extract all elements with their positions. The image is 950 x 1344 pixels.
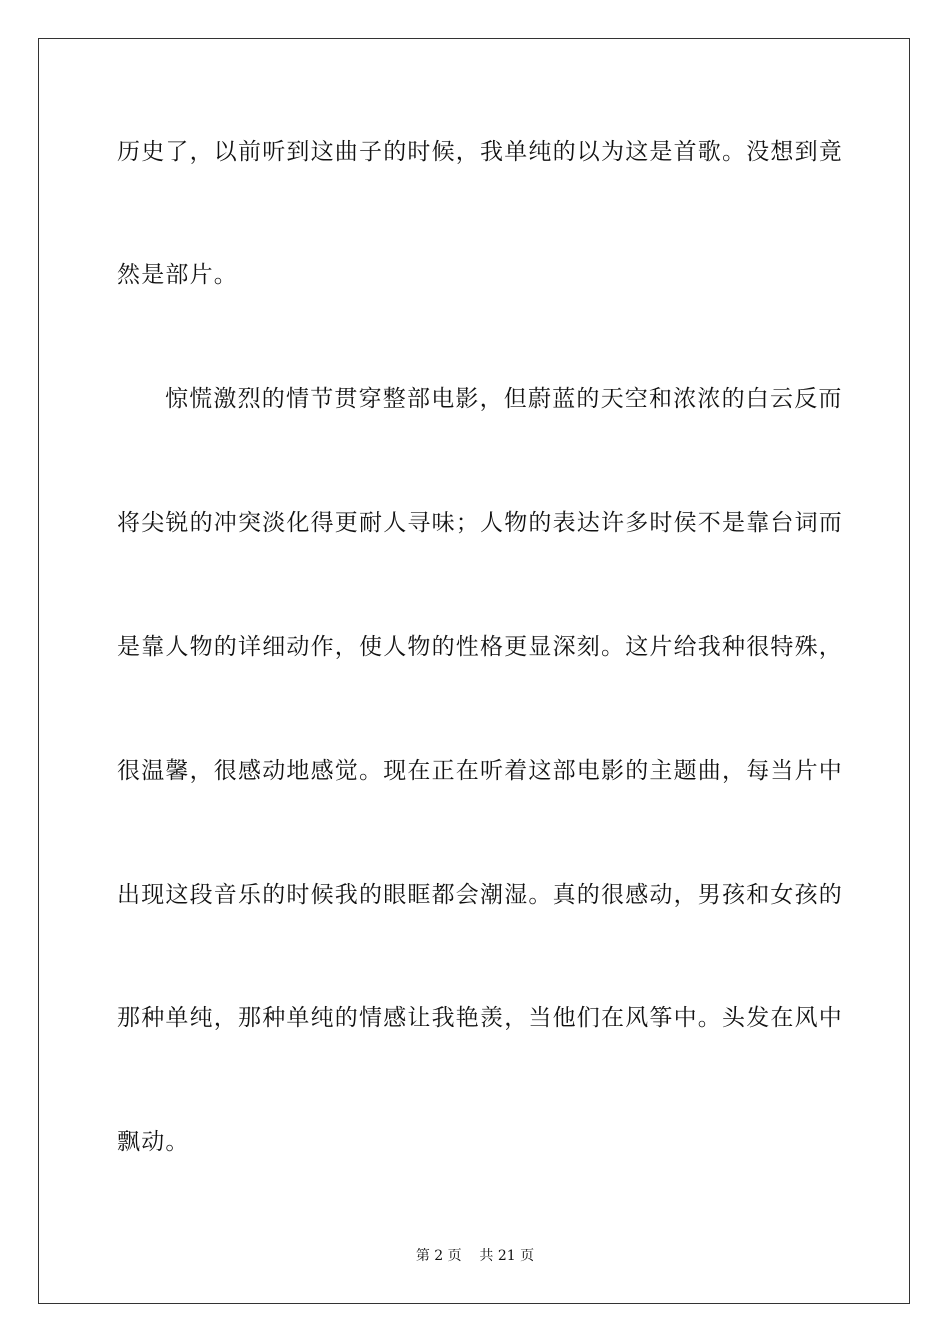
- page-border: [38, 38, 910, 1304]
- text-line-8: 那种单纯，那种单纯的情感让我艳羡，当他们在风筝中。头发在风中: [117, 1005, 843, 1031]
- text-line-7: 出现这段音乐的时候我的眼眶都会潮湿。真的很感动，男孩和女孩的: [117, 882, 843, 908]
- text-line-2: 然是部片。: [117, 262, 238, 288]
- text-line-9: 飘动。: [117, 1129, 190, 1155]
- text-line-5: 是靠人物的详细动作，使人物的性格更显深刻。这片给我种很特殊，: [117, 634, 843, 660]
- text-line-6: 很温馨，很感动地感觉。现在正在听着这部电影的主题曲，每当片中: [117, 758, 843, 784]
- text-line-4: 将尖锐的冲突淡化得更耐人寻味；人物的表达许多时侯不是靠台词而: [117, 510, 843, 536]
- page-number-footer: 第 2 页 共 21 页: [415, 1248, 535, 1264]
- text-line-3-paragraph-start: 惊慌激烈的情节贯穿整部电影，但蔚蓝的天空和浓浓的白云反而: [165, 386, 843, 412]
- text-line-1: 历史了，以前听到这曲子的时候，我单纯的以为这是首歌。没想到竟: [117, 139, 843, 165]
